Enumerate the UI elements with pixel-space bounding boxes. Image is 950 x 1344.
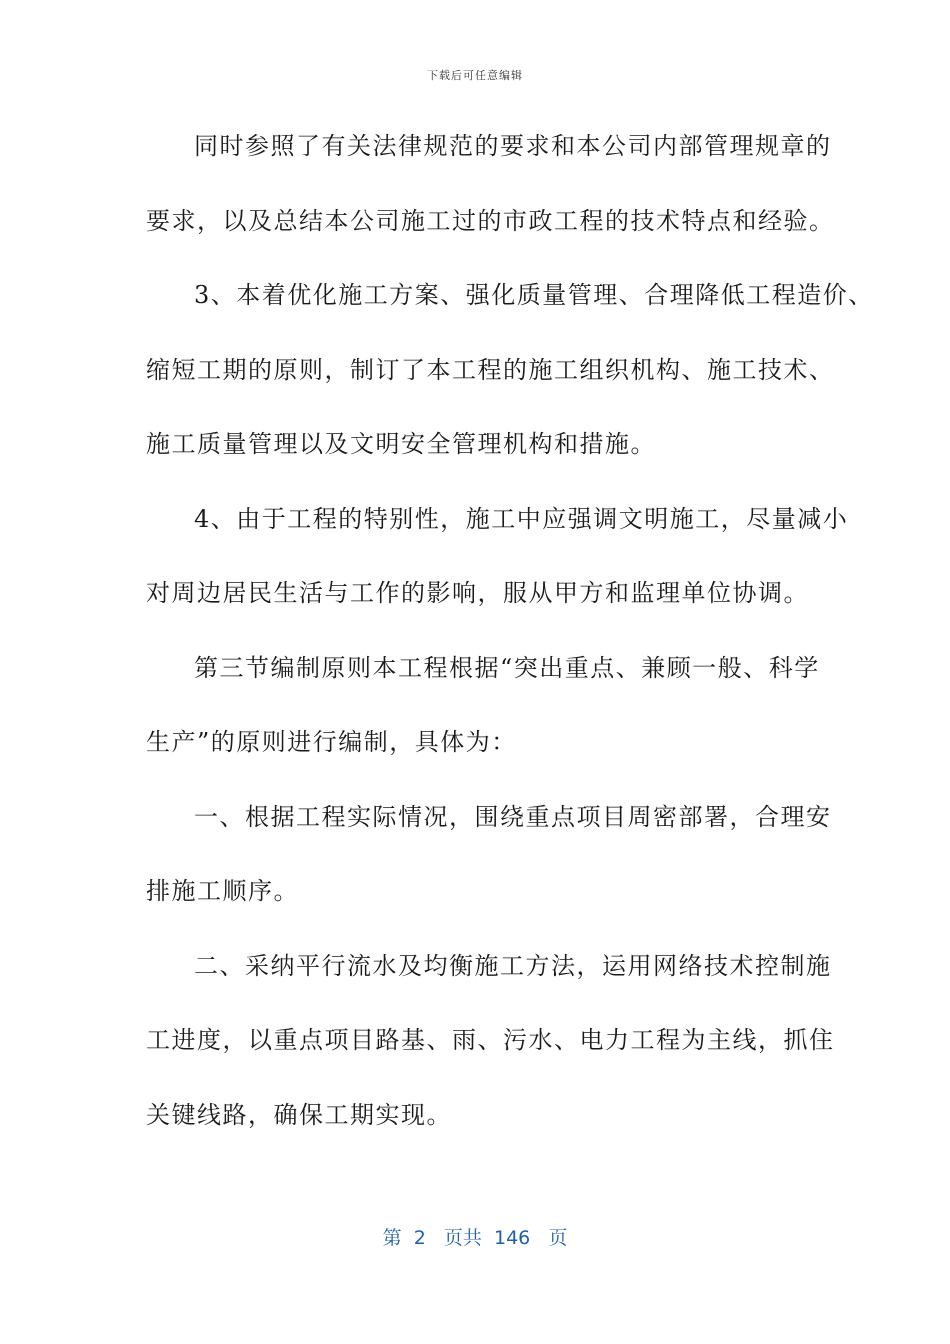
paragraph-line: 同时参照了有关法律规范的要求和本公司内部管理规章的 [194, 132, 832, 160]
paragraph-line: 生产”的原则进行编制，具体为： [146, 728, 517, 756]
paragraph-line: 对周边居民生活与工作的影响，服从甲方和监理单位协调。 [146, 579, 809, 607]
paragraph-line: 施工质量管理以及文明安全管理机构和措施。 [146, 430, 656, 458]
paragraph-line: 一、根据工程实际情况，围绕重点项目周密部署，合理安 [194, 802, 832, 831]
paragraph-line: 排施工顺序。 [146, 877, 299, 905]
paragraph-line: 要求，以及总结本公司施工过的市政工程的技术特点和经验。 [146, 206, 835, 235]
header-note: 下载后可任意编辑 [427, 69, 523, 82]
paragraph-line: 缩短工期的原则，制订了本工程的施工组织机构、施工技术、 [146, 355, 835, 384]
paragraph-line: 关键线路，确保工期实现。 [146, 1100, 452, 1129]
page-number-footer: 第 2 页共 146 页 [382, 1227, 568, 1249]
paragraph-line: 第三节编制原则本工程根据“突出重点、兼顾一般、科学 [194, 653, 820, 682]
paragraph-line: 3、本着优化施工方案、强化质量管理、合理降低工程造价、 [194, 281, 874, 309]
paragraph-line: 4、由于工程的特别性，施工中应强调文明施工，尽量减小 [194, 504, 849, 533]
paragraph-line: 工进度，以重点项目路基、雨、污水、电力工程为主线，抓住 [146, 1026, 835, 1054]
paragraph-line: 二、采纳平行流水及均衡施工方法，运用网络技术控制施 [194, 951, 832, 980]
document-body [146, 118, 874, 1161]
